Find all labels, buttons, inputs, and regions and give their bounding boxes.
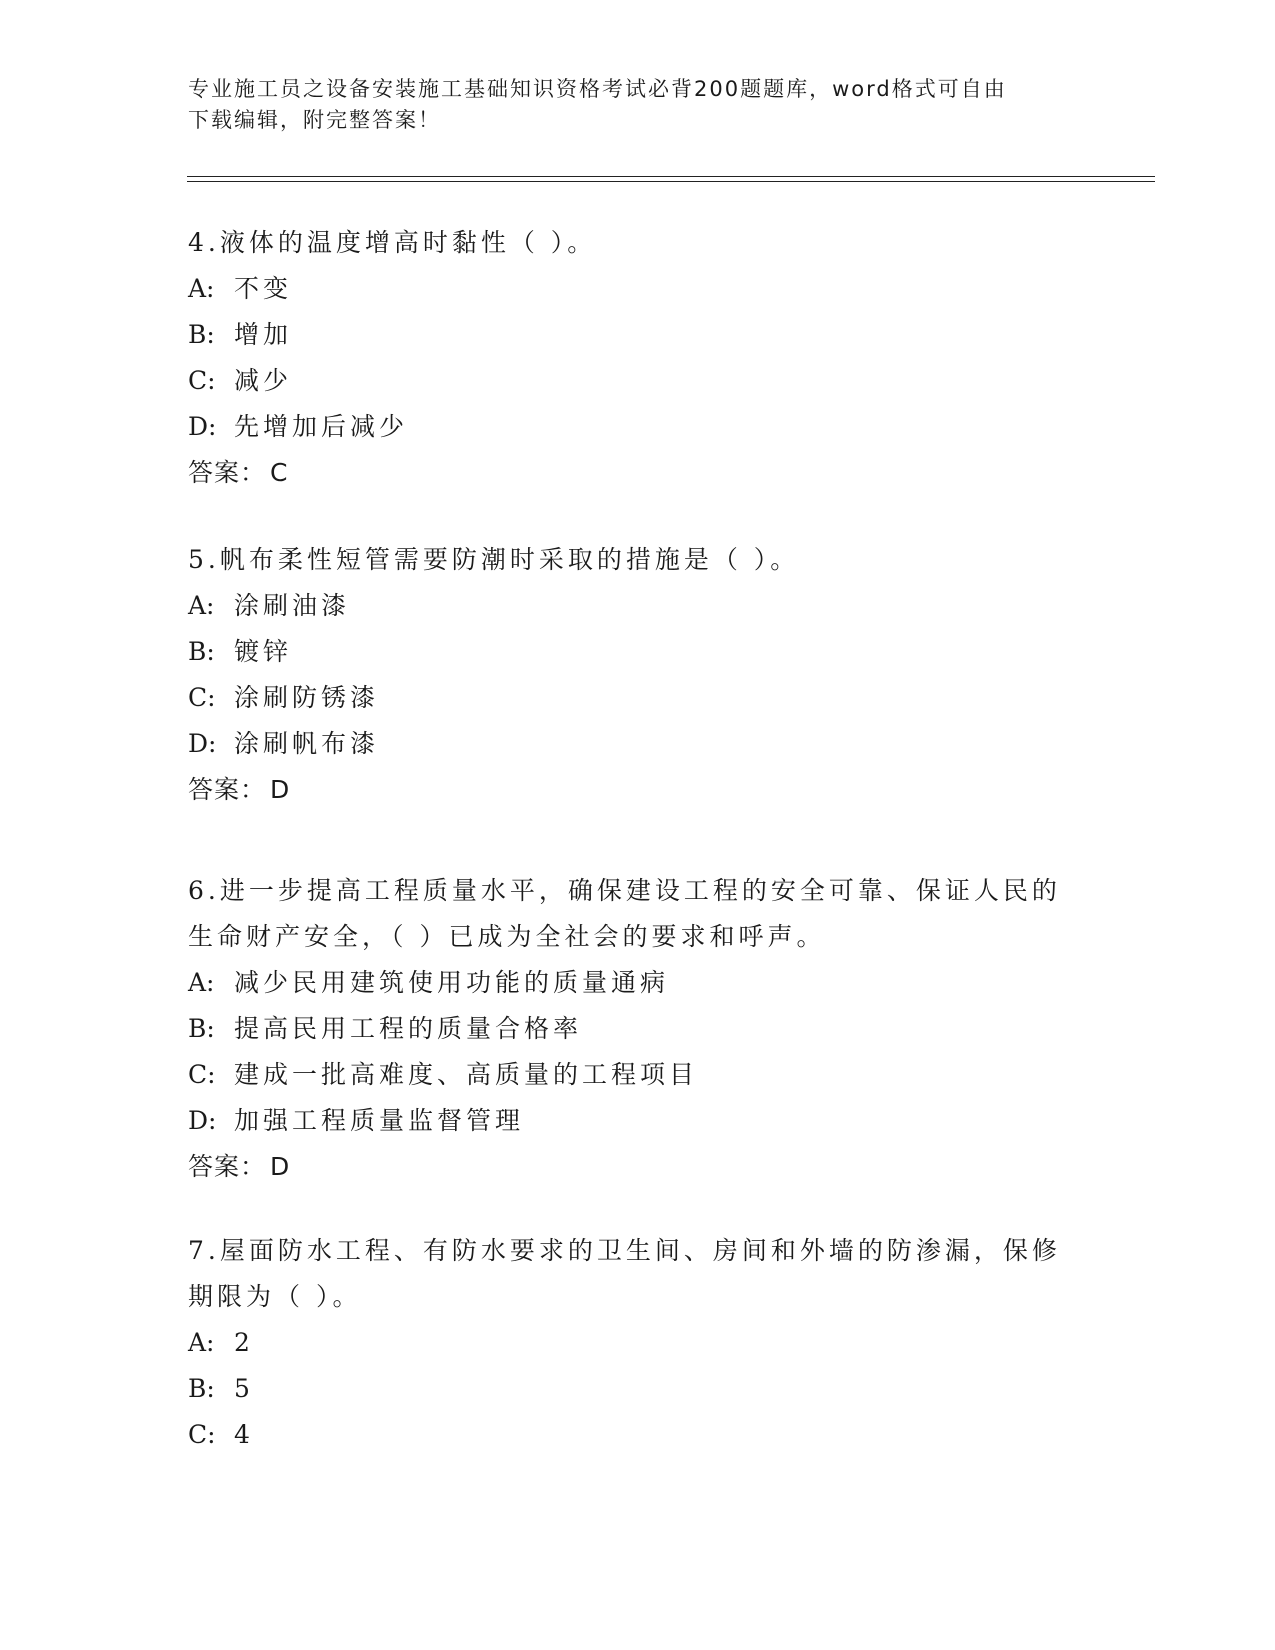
option-key: A:	[188, 1328, 215, 1357]
question-6	[188, 868, 1068, 1190]
option-a	[188, 960, 1068, 1006]
option-d	[188, 1098, 1068, 1144]
question-stem: 5.帆布柔性短管需要防潮时采取的措施是（ ）。	[188, 545, 800, 574]
option-key: C:	[188, 1060, 216, 1089]
option-c	[188, 1412, 1068, 1458]
option-key: C:	[188, 366, 216, 395]
question-stem: 6.进一步提高工程质量水平，确保建设工程的安全可靠、保证人民的生命财产安全，（ ）已成为全社会的要求和呼声。	[188, 876, 1061, 951]
answer-label: 答案：	[188, 775, 267, 804]
option-text: 涂刷防锈漆	[234, 683, 380, 712]
header-line-2: 下载编辑，附完整答案！	[188, 108, 441, 132]
question-stem: 4.液体的温度增高时黏性（ ）。	[188, 228, 597, 257]
question-4	[188, 220, 1068, 496]
option-c	[188, 675, 1068, 721]
answer-value: D	[270, 775, 291, 804]
answer-line	[188, 450, 1068, 496]
option-key: A:	[188, 591, 215, 620]
option-b	[188, 1006, 1068, 1052]
option-text: 减少民用建筑使用功能的质量通病	[234, 968, 670, 997]
answer-label: 答案：	[188, 1152, 267, 1181]
option-text: 4	[234, 1420, 254, 1449]
option-text: 不变	[234, 274, 293, 303]
option-key: B:	[188, 1014, 215, 1043]
option-b	[188, 1366, 1068, 1412]
option-text: 提高民用工程的质量合格率	[234, 1014, 583, 1043]
option-key: A:	[188, 274, 215, 303]
option-key: D:	[188, 1106, 217, 1135]
option-text: 加强工程质量监督管理	[234, 1106, 525, 1135]
option-key: B:	[188, 1374, 215, 1403]
option-b	[188, 629, 1068, 675]
question-stem: 7.屋面防水工程、有防水要求的卫生间、房间和外墙的防渗漏，保修期限为（ ）。	[188, 1236, 1061, 1311]
option-text: 2	[234, 1328, 254, 1357]
option-key: D:	[188, 412, 217, 441]
header-rule-top	[187, 176, 1155, 177]
option-a	[188, 583, 1068, 629]
option-key: C:	[188, 1420, 216, 1449]
option-c	[188, 358, 1068, 404]
question-5	[188, 537, 1068, 813]
option-text: 减少	[234, 366, 293, 395]
option-d	[188, 721, 1068, 767]
option-key: D:	[188, 729, 217, 758]
option-a	[188, 266, 1068, 312]
option-text: 涂刷油漆	[234, 591, 351, 620]
answer-value: D	[270, 1152, 291, 1181]
document-header	[188, 74, 1088, 136]
option-key: C:	[188, 683, 216, 712]
header-line-1: 专业施工员之设备安装施工基础知识资格考试必背200题题库，word格式可自由	[188, 77, 1007, 101]
option-key: A:	[188, 968, 215, 997]
option-text: 5	[234, 1374, 254, 1403]
answer-label: 答案：	[188, 458, 267, 487]
option-b	[188, 312, 1068, 358]
option-text: 增加	[234, 320, 293, 349]
answer-value: C	[270, 458, 289, 487]
option-c	[188, 1052, 1068, 1098]
option-key: B:	[188, 637, 215, 666]
option-text: 先增加后减少	[234, 412, 409, 441]
option-text: 涂刷帆布漆	[234, 729, 380, 758]
answer-line	[188, 767, 1068, 813]
option-text: 建成一批高难度、高质量的工程项目	[234, 1060, 699, 1089]
question-7	[188, 1228, 1068, 1458]
answer-line	[188, 1144, 1068, 1190]
option-text: 镀锌	[234, 637, 293, 666]
option-d	[188, 404, 1068, 450]
option-a	[188, 1320, 1068, 1366]
option-key: B:	[188, 320, 215, 349]
header-rule-bottom	[187, 181, 1155, 182]
